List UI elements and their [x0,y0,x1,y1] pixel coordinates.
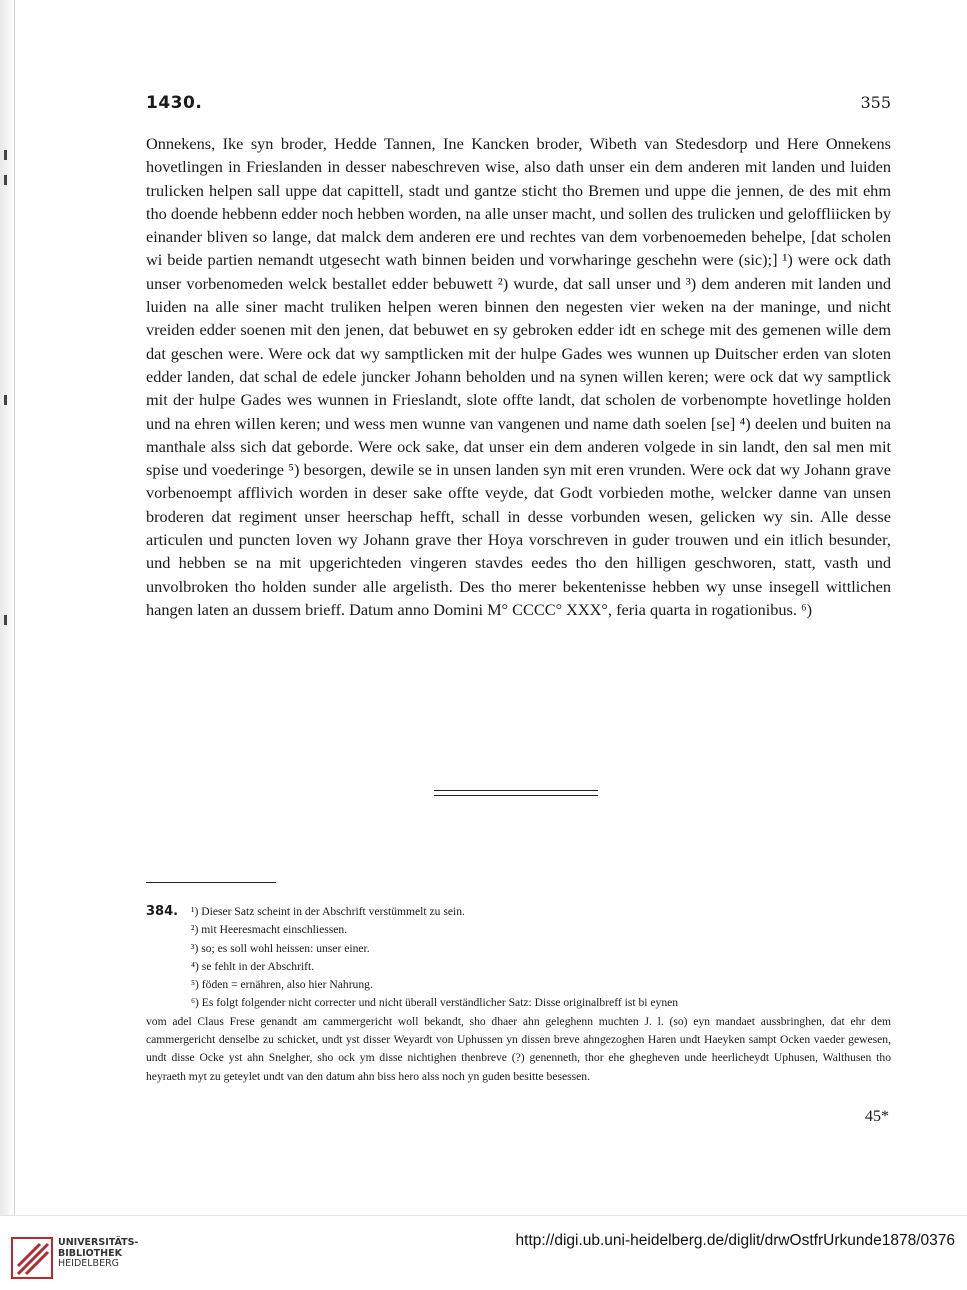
edge-mark [4,175,7,185]
footnote-1-text: ¹) Dieser Satz scheint in der Abschrift verstümmelt zu sein. [191,905,465,918]
running-head-year: 1430. [146,93,203,113]
footnote-6-continuation: vom adel Claus Frese genandt am cammergericht woll bekandt, sho dhaer ahn geleghenn muchten J. l. (so) eyn mandaet aussbringhen, dat ehr dem cammergericht denselbe zu schicket, undt yst disser Weyardt von Uphussen yn dissen breve ahngezoghen Haren undt Haeyken sampt Ocken vaeder gewesen, undt disse Ocke yst ahn Snelgher, sho ock ym disse nichtighen thenbreve (?) genenneth, thor ehe ghegheven unde heerlicheydt Uphusen, Walthusen tho heyraeth myt zu geteylet undt van den datum ahn biss hero alss noch yn guden besitte besessen. [146,1014,891,1083]
end-of-document-rule [434,790,598,796]
footnote-5: ⁵) föden = ernähren, also hier Nahrung. [191,978,373,992]
permalink-url[interactable]: http://digi.ub.uni-heidelberg.de/diglit/drwOstfrUrkunde1878/0376 [515,1232,955,1249]
footnote-6-first-line: ⁶) Es folgt folgender nicht correcter und nicht überall verständlicher Satz: Disse originalbreff ist bi eynen [191,996,679,1010]
footnotes [146,903,891,1086]
library-name-line-2: BIBLIOTHEK [58,1247,122,1259]
footnote-2: ²) mit Heeresmacht einschliessen. [191,923,348,937]
library-name-line-3: HEIDELBERG [58,1258,120,1269]
footnote-3: ³) so; es soll wohl heissen: unser einer. [191,941,370,955]
edge-mark [4,395,7,405]
edge-mark [4,150,7,160]
footnote-separator-rule [146,882,276,883]
footnote-1 [146,903,891,921]
printer-signature-mark: 45* [865,1108,889,1125]
running-head [146,93,891,115]
footnote-4: ⁴) se fehlt in der Abschrift. [191,959,315,973]
footnote-document-number: 384. [146,904,179,919]
page-binding-edge [0,0,15,1215]
page-number: 355 [860,93,891,112]
library-name [58,1238,138,1270]
library-name-line-1: UNIVERSITÄTS- [58,1237,139,1248]
digitization-footer [0,1215,967,1290]
university-library-logo-icon [10,1236,54,1280]
edge-mark [4,615,7,625]
document-body-text: Onnekens, Ike syn broder, Hedde Tannen, Ine Kancken broder, Wibeth van Stedesdorp und Here Onnekens hovetlingen in Frieslanden in desser nabeschreven wise, also dath unser ein dem anderen mit landen und luiden trulicken helpen sall uppe dat capittell, stadt und gantze sticht tho Bremen und uppe die jennen, de des mit ehm tho doende hebbenn edder noch hebben worden, na alle unser macht, und sollen des trulicken und geloffliicken by einander bliven so lange, dat malck dem anderen ere und rechtes van dem vorbenoemeden behelpe, [dat scholen wi beide partien nemandt utgesecht wath binnen beiden und vorwharinge geschehn were (sic);] ¹) were ock dath unser vorbenomeden welck bestallet edder bebuwett ²) wurde, dat sall unser und ³) dem anderen mit landen und luiden na alle siner macht truliken helpen weren binnen den negesten vier weken na der maninge, und nicht vreiden edder soenen mit den jenen, dat bebuwet en sy gebroken edder idt en schege mit des gemenen wille dem dat geschen were. Were ock dat wy samptlicken mit der hulpe Gades wes wunnen up Duitscher erden van sloten edder landen, dat schal de edele juncker Johann beholden und na synen willen keren; were ock dat wy samptlick mit der hulpe Gades wes wunnen in Frieslandt, slote offte landt, dat scholen de vorbenompte hovetlinge holden und na ehren willen keren; und wess men wunne van vangenen und name dath soelen [se] ⁴) deelen und buiten na manthale alss sich dat geborde. Were ock sake, dat unser ein dem anderen volgede in sin landt, den sal men mit spise und voederinge ⁵) besorgen, dewile se in unsen landen syn mit eren vrunden. Were ock dat wy Johann grave vorbenoempt afflivich worden in deser sake offte veyde, dat Godt vorbieden mothe, welcker danne van unsen broderen dat regiment unser heerschap hefft, schall in desse vorbunden wesen, gelicken wy sin. Alle desse articulen und puncten loven wy Johann grave ther Hoya vorschreven in guder trouwen und ein itlich besunder, und hebben se na mit upgerichteden vingeren stavdes eedes tho den hilligen geschworen, statt, vasth und unvolbroken tho holden sunder alle argelisth. Des tho merer bekentenisse hebben wy unse insegell wittlichen hangen laten an dussem brieff. Datum anno Domini M° CCCC° XXX°, feria quarta in rogationibus. ⁶) [146,134,891,619]
